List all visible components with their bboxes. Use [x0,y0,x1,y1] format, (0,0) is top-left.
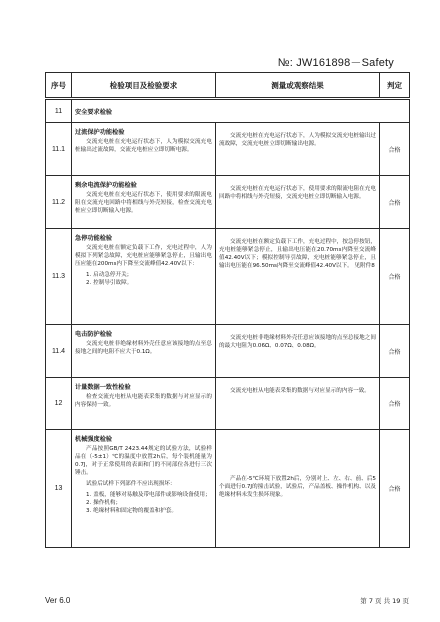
requirement-list-item: 1. 启动急停开关； [86,272,133,278]
requirement-text: 试验后试样下列部件不应出现损坏： [86,481,176,487]
verdict-cell: 合格 [380,229,410,325]
measurement-text: 交流充电桩在额定负载下工作，充电过程中，按急停按钮，充电桩能够紧急停止，且输出电压能在20.70ms内降至交流峰值42.40V以下；模拟控制导引故障，充电桩能够紧急停止，且输出电压能在96.50ms内降至交流峰值42.40V以下。 见附件8 [219,239,376,269]
row-number: 13 [46,430,72,548]
verdict-cell: 合格 [380,176,410,229]
section-title: 安全要求检验 [75,108,113,116]
verdict-cell: 合格 [380,378,410,430]
table-row [46,176,410,229]
requirement-text: 交流充电桩在充电运行状态下，使用要求的限流电阻在交流充电回路中将相线与外壳短接，检查交流充电桩应立即切断输入电源。 [75,192,212,214]
measurement-text: 交流充电桩从电能表采集的数据与对应显示的内容一致。 [230,388,370,394]
verdict-cell: 合格 [380,430,410,548]
section-row [46,99,410,123]
verdict-cell: 合格 [380,325,410,378]
item-title: 电击防护检验 [75,331,113,338]
verdict-cell: 合格 [380,123,410,176]
table-row [46,325,410,378]
requirement-cell [72,123,216,176]
item-title: 机械强度检验 [75,436,113,443]
requirement-cell [72,430,216,548]
footer-version: Ver 6.0 [45,596,71,605]
table-row [46,123,410,176]
header-item: 检验项目及检验要求 [72,73,216,99]
row-number: 12 [46,378,72,430]
table-row [46,378,410,430]
table-row [46,229,410,325]
requirement-list-item: 1. 盖板，能够对易触及带电部件或影响设备使用； [86,492,211,498]
requirement-text: 检查交流充电桩从电能表采集的数据与对应显示的内容保持一致。 [75,394,212,408]
item-title: 过流保护功能检验 [75,129,125,136]
header-verdict: 判定 [380,73,410,99]
footer-page-number: 第 7 页 共 19 页 [360,597,409,605]
report-number: №: JW161898－Safety [277,57,394,69]
measurement-text: 交流充电桩在充电运行状态下，使用要求的限流电阻在充电回路中将相线与外壳短接，交流充电桩立即切断输入电源。 [219,186,376,200]
requirement-cell [72,378,216,430]
requirement-list-item: 2. 控制导引故障。 [86,280,133,286]
requirement-text: 交流充电桩在充电运行状态下，人为模拟交流充电桩输出过流故障，交流充电桩应立即切断电源。 [75,139,212,153]
measurement-text: 交流充电桩在充电运行状态下，人为模拟交流充电桩输出过流故障，交流充电桩立即切断输出电源。 [219,133,376,147]
measurement-cell [216,123,380,176]
requirement-cell [72,176,216,229]
measurement-cell [216,325,380,378]
row-number: 11.1 [46,123,72,176]
row-number: 11.2 [46,176,72,229]
header-result: 测量或观察结果 [216,73,380,99]
row-number: 11.4 [46,325,72,378]
requirement-cell [72,325,216,378]
measurement-cell [216,378,380,430]
inspection-table [45,72,410,548]
measurement-cell [216,229,380,325]
requirement-text: 交流充电桩在额定负载下工作，充电过程中，人为模拟下列紧急故障，充电桩应能够紧急停止，且输出电压应能在200ms内下降至交流峰值42.40V以下： [75,245,212,267]
requirement-text: 产品按照GB/T 2423.44规定的试验方法，试验样品在（-5±1）℃的温度中放置2h后，每个装机能量为0.7J，对于正常使用的表面和门的不同部位各进行三次锤击。 [75,446,212,476]
requirement-cell [72,229,216,325]
row-number: 11.3 [46,229,72,325]
item-title: 急停功能检验 [75,235,113,242]
table-header-row [46,73,410,99]
item-title: 计量数据一致性检验 [75,384,131,391]
measurement-text: 交流充电桩非绝缘材料外壳任意应该接地的点至总接地之间的最大电阻为0.06Ω、0.07Ω、0.08Ω。 [219,335,376,349]
requirement-list-item: 2. 操作机构； [86,500,122,506]
measurement-text: 产品在-5℃环境下放置2h后，分别对上、左、右、前、后5个面进行0.7J的撞击试验，试验后，产品盖板、操作机构、以及绝缘材料未发生损坏现象。 [219,476,376,498]
measurement-cell [216,430,380,548]
table-row [46,430,410,548]
measurement-cell [216,176,380,229]
requirement-list-item: 3. 绝缘材料和固定物的覆盖和护套。 [86,508,178,514]
header-serial: 序号 [46,73,72,99]
requirement-text: 交流充电桩非绝缘材料外壳任意应该接地的点至总接地之间的电阻不应大于0.1Ω。 [75,341,212,355]
section-number: 11 [46,99,72,123]
item-title: 剩余电流保护功能检验 [75,182,137,189]
